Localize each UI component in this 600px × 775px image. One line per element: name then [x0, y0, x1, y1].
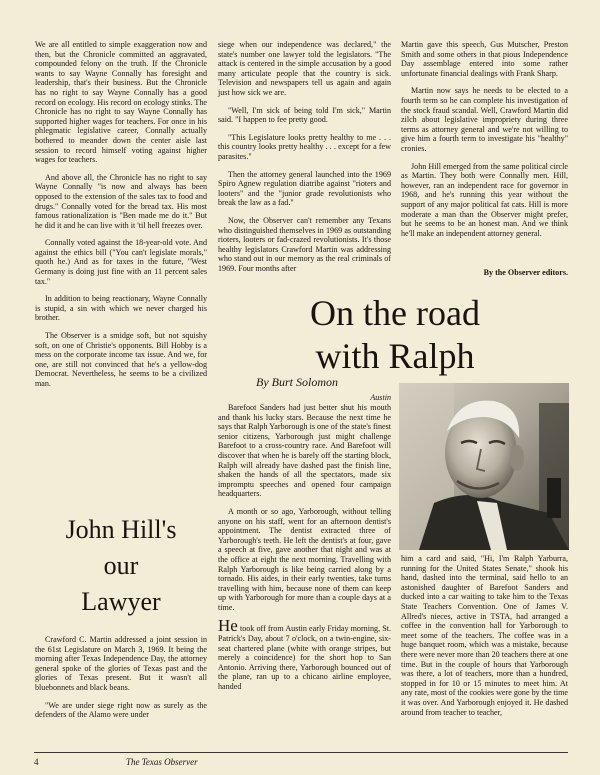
paragraph: We are all entitled to simple exaggeration now and then, but the Chronicle committed an aggravated, compounded felony on the truth. If the Chronicle wants to say Wayne Connally has foresight and leadership, that's their business. But the Chronicle has no right to say Wayne Connally has a good record on ecology. His record on ecology stinks. The Chronicle has no right to say Wayne Connally has supported higher wages for teachers. For once in his phlegmatic legislative career, Connally actually bothered to meander down the center aisle last session to record himself voting against higher wages for teachers.: [35, 40, 207, 165]
ralph-column-1: [218, 403, 391, 747]
paragraph: Crawford C. Martin addressed a joint session in the 61st Legislature on March 3, 1969. It being the morning after Texas Independence Day, the attorney general spoke of the glories of Texas past and the glories of Texas present. But it wasn't all bluebonnets and black beans.: [35, 635, 207, 692]
drop-cap: He: [218, 616, 238, 636]
paragraph: Connally voted against the 18-year-old vote. And against the ethics bill ("You can't legislate morals," quoth he.) And as for taxes in the future, "West Germany is doing just fine with an 11 percent sales tax.": [35, 238, 207, 286]
paragraph: And above all, the Chronicle has no right to say Wayne Connally "is now and always has been opposed to the extension of the sales tax to food and drugs." Connally voted for the bread tax. His most famous rationalization is "Ben made me do it." But he did it and he can live with it 'til hell freezes over.: [35, 172, 207, 230]
paragraph: A month or so ago, Yarborough, without telling anyone on his staff, went for an afternoon dentist's appointment. The dentist extracted three of Yarborough's teeth. He left the dentist's at four, gave a speech at five, gave another that night and was at the office at eight the next morning. Travelling with Ralph Yarborough is like being carried along by a tornado. His aides, in their early twenties, take turns travelling with him, because none of them can keep up with Yarborough for more than a couple days at a time.: [218, 506, 391, 612]
hill-headline-line-2: our: [103, 551, 139, 580]
paragraph: Barefoot Sanders had just better shut his mouth and thank his lucky stars. Because the next time he says that Ralph Yarborough is one of the state's finest senior citizens, Yarborough just might challenge Barefoot to a cross-country race. And Barefoot will discover that when he is barely off the starting block, Ralph will already have dashed past the finish line, shaken the hands of all the spectators, made six impromptu speeches and opened four campaign headquarters.: [218, 403, 391, 499]
footer-rule: [34, 752, 568, 753]
ralph-byline: By Burt Solomon: [256, 375, 338, 389]
publication-name: The Texas Observer: [126, 757, 198, 767]
editorial-column-1: [35, 40, 207, 388]
ralph-headline-line-1: On the road: [310, 293, 480, 333]
paragraph: Now, the Observer can't remember any Texans who distinguished themselves in 1969 as outstanding rioters, looters or fad-crazed revolutionists. It's those healthy legislators Crawford Martin was addressing who stand out in our memory as the real criminals of 1969. Four months after: [218, 215, 391, 273]
paragraph: "This Legislature looks pretty healthy to me . . . this country looks pretty healthy . . . except for a few parasites.": [218, 132, 391, 161]
editors-signature: By the Observer editors.: [483, 268, 568, 277]
paragraph: him a card and said, "Hi, I'm Ralph Yarburra, running for the United States Senate," shook his hand, dashed into the terminal, said hello to an astonished daughter of Barefoot Sanders and ducked into a car waiting to take him to the Texas State Teachers Convention. One of James V. Allred's nieces, active in TSTA, had arranged a coffee in the convention hall for Yarborough to meet some of the teachers. The coffee was in a huge banquet room, which was a mistake, because there were never more than 20 teachers there at one time. But in the couple of hours that Yarborough was there, a lot of teachers, more than a hundred, stopped in for 10 or 15 minutes to meet him. At any rate, most of the cookies were gone by the time it was over. And Yarborough enjoyed it. He dashed around from teacher to teacher,: [401, 554, 568, 717]
paragraph: The Observer is a smidge soft, but not squishy soft, on one of Christie's opponents. Bill Hobby is a mess on the corporate income tax issue. And we, for one, are still not convinced that he's a yellow-dog Democrat. Nevertheless, he seems to be a civilized man.: [35, 331, 207, 388]
yarborough-photo: [399, 383, 569, 550]
paragraph: Then the attorney general launched into the 1969 Spiro Agnew regulation diatribe against "rioters and looters" and the "junior grade revolutionists who break the law as a fad.": [218, 169, 391, 208]
paragraph: "We are under siege right now as surely as the defenders of the Alamo were under: [35, 700, 207, 720]
ralph-headline: [222, 292, 568, 378]
editorial-column-2: [218, 40, 391, 284]
hill-headline: [35, 512, 207, 620]
paragraph: [218, 616, 391, 692]
yarborough-photo-image: [399, 383, 569, 550]
ralph-column-2: [401, 554, 568, 747]
paragraph: John Hill emerged from the same political circle as Martin. They both were Connally men. Hill, however, ran an independent race for governor in 1968, and he's running this year without the support of any major political fat cats. Hill is more moderate a man than the Observer might prefer, but he seems to be an honest man. And we think he'll make an independent attorney general.: [401, 161, 568, 238]
paragraph: Martin now says he needs to be elected to a fourth term so he can complete his investigation of the stock fraud scandal. Well, Crawford Martin did zilch about legislative impropriety during three terms as attorney general and we're not willing to give him a fourth term to investigate his "healthy" cronies.: [401, 86, 568, 153]
hill-headline-line-3: Lawyer: [81, 587, 161, 616]
paragraph: siege when our independence was declared," the state's number one lawyer told the legislators. "The attack is centered in the simple accusation by a good many articulate people that the country is sick. Television and newspapers tell us again and again just how sick we are.: [218, 40, 391, 97]
hill-headline-line-1: John Hill's: [65, 515, 177, 544]
paragraph: In addition to being reactionary, Wayne Connally is stupid, a sin with which we never charged his brother.: [35, 294, 207, 323]
editorial-column-3: [401, 40, 568, 266]
page-number: 4: [34, 757, 39, 767]
paragraph: Martin gave this speech, Gus Mutscher, Preston Smith and some others in that pious Independence Day assemblage entered into some rather unfortunate financial dealings with Frank Sharp.: [401, 40, 568, 78]
paragraph: "Well, I'm sick of being told I'm sick," Martin said. "I happen to fee pretty good.: [218, 105, 391, 125]
paragraph-text: took off from Austin early Friday morning, St. Patrick's Day, about 7 o'clock, on a twin-engine, six-seat chartered plane (white with orange stripes, but merely a coincidence) for the short hop to San Antonio. Arriving there, Yarborough bounced out of the plane, ran up to a chicano airline employee, handed: [218, 624, 391, 692]
ralph-headline-line-2: with Ralph: [315, 336, 475, 376]
ralph-dateline: Austin: [370, 393, 391, 402]
hill-column: [35, 635, 207, 747]
